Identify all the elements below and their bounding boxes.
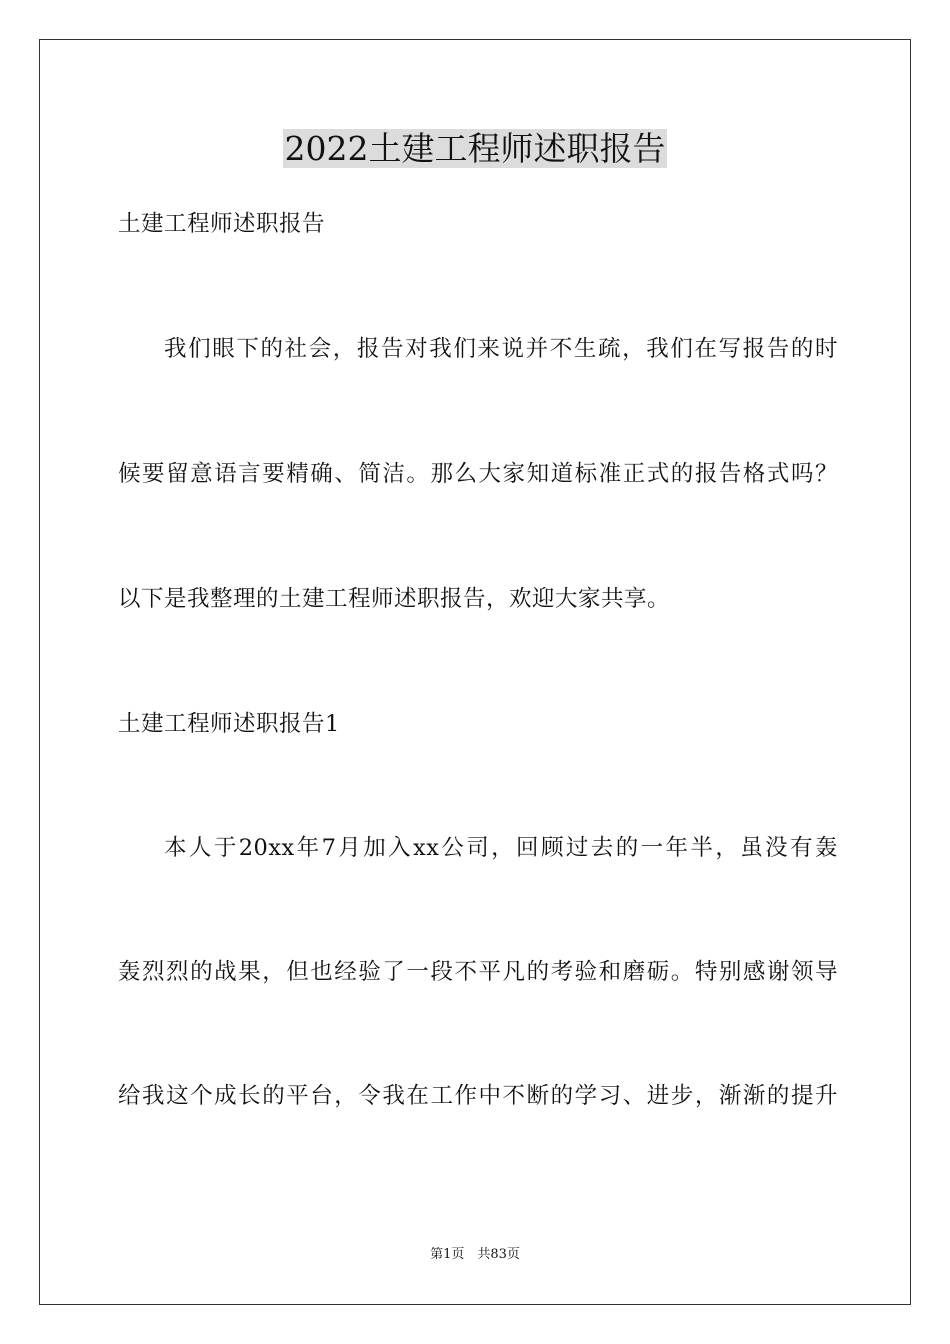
paragraph-1-line-3: 以下是我整理的土建工程师述职报告，欢迎大家共享。 <box>118 586 671 612</box>
subtitle: 土建工程师述职报告 <box>118 211 326 237</box>
section-heading: 土建工程师述职报告1 <box>118 711 340 737</box>
page-footer: 第1页 共83页 <box>430 1247 520 1262</box>
document-title <box>0 128 950 170</box>
paragraph-2-line-1: 本人于20xx年7月加入xx公司，回顾过去的一年半，虽没有轰 <box>164 835 838 861</box>
paragraph-1-line-1: 我们眼下的社会，报告对我们来说并不生疏，我们在写报告的时 <box>164 336 838 362</box>
paragraph-2-line-2: 轰烈烈的战果，但也经验了一段不平凡的考验和磨砺。特别感谢领导 <box>118 959 838 985</box>
document-title-text: 2022土建工程师述职报告 <box>284 129 666 168</box>
paragraph-1-line-2: 候要留意语言要精确、简洁。那么大家知道标准正式的报告格式吗？ <box>118 461 838 487</box>
paragraph-2-line-3: 给我这个成长的平台，令我在工作中不断的学习、进步，渐渐的提升 <box>118 1083 838 1109</box>
